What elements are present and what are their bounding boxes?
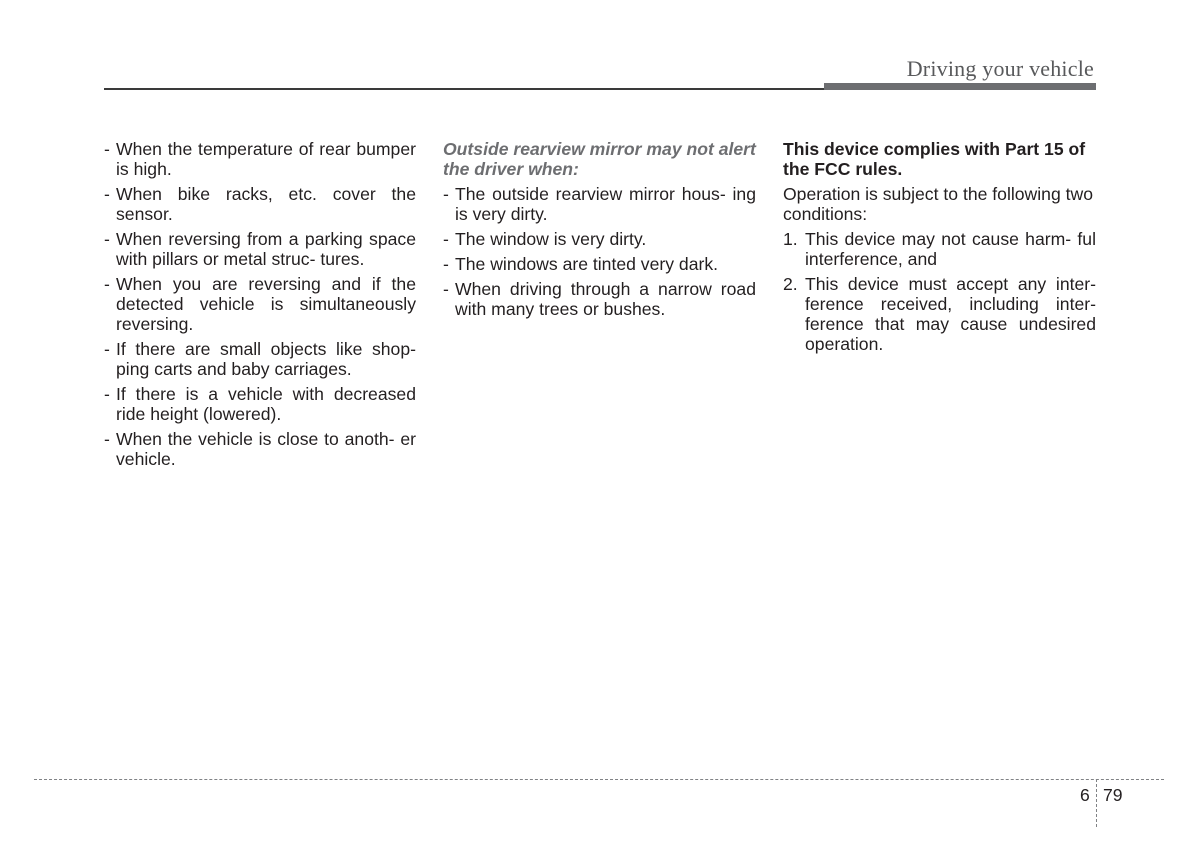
list-item-text: If there is a vehicle with decreased ride height (lowered). — [116, 384, 416, 424]
section-heading: Outside rearview mirror may not alert the driver when: — [443, 139, 756, 179]
footer-divider — [1096, 779, 1097, 827]
list-dash: - — [443, 254, 449, 274]
list-item — [104, 184, 416, 224]
list-item — [104, 339, 416, 379]
list-item-text: The windows are tinted very dark. — [455, 254, 719, 274]
list-item — [443, 279, 756, 319]
item-number: 2. — [783, 274, 798, 294]
numbered-item — [783, 274, 1096, 354]
list-item-text: If there are small objects like shop- ping carts and baby carriages. — [116, 339, 416, 379]
list-dash: - — [104, 229, 110, 249]
header-rule — [104, 88, 824, 90]
numbered-item-text: This device may not cause harm- ful interference, and — [805, 229, 1096, 269]
list-dash: - — [104, 384, 110, 404]
list-dash: - — [104, 429, 110, 449]
list-item — [443, 184, 756, 224]
column-fcc-compliance — [783, 139, 1096, 359]
list-dash: - — [443, 184, 449, 204]
fcc-heading: This device complies with Part 15 of the FCC rules. — [783, 139, 1086, 179]
list-dash: - — [443, 229, 449, 249]
list-dash: - — [104, 339, 110, 359]
list-item-text: When bike racks, etc. cover the sensor. — [116, 184, 416, 224]
header-rule-accent — [824, 83, 1096, 90]
list-item-text: When reversing from a parking space with pillars or metal struc- tures. — [116, 229, 416, 269]
list-item-text: When the vehicle is close to anoth- er vehicle. — [116, 429, 416, 469]
page-number: 79 — [1103, 785, 1123, 805]
list-item — [104, 384, 416, 424]
chapter-number: 6 — [1080, 785, 1090, 805]
footer-rule — [34, 779, 1164, 780]
list-item — [443, 254, 756, 274]
list-item-text: When driving through a narrow road with many trees or bushes. — [455, 279, 756, 319]
list-item — [104, 139, 416, 179]
column-mirror-limitations — [443, 139, 756, 324]
running-header-title: Driving your vehicle — [906, 56, 1094, 81]
column-sensor-limitations — [104, 139, 416, 474]
list-item-text: The window is very dirty. — [455, 229, 647, 249]
item-number: 1. — [783, 229, 798, 249]
list-dash: - — [443, 279, 449, 299]
fcc-intro-paragraph: Operation is subject to the following two conditions: — [783, 184, 1094, 224]
list-item — [443, 229, 756, 249]
list-item — [104, 229, 416, 269]
list-item — [104, 274, 416, 334]
numbered-item — [783, 229, 1096, 269]
list-item-text: The outside rearview mirror hous- ing is very dirty. — [455, 184, 756, 224]
list-item-text: When the temperature of rear bumper is high. — [116, 139, 416, 179]
list-dash: - — [104, 274, 110, 294]
list-item — [104, 429, 416, 469]
list-item-text: When you are reversing and if the detected vehicle is simultaneously reversing. — [116, 274, 416, 334]
list-dash: - — [104, 139, 110, 159]
list-dash: - — [104, 184, 110, 204]
numbered-item-text: This device must accept any inter- ference received, including inter- ference that may cause undesired operation. — [805, 274, 1096, 354]
